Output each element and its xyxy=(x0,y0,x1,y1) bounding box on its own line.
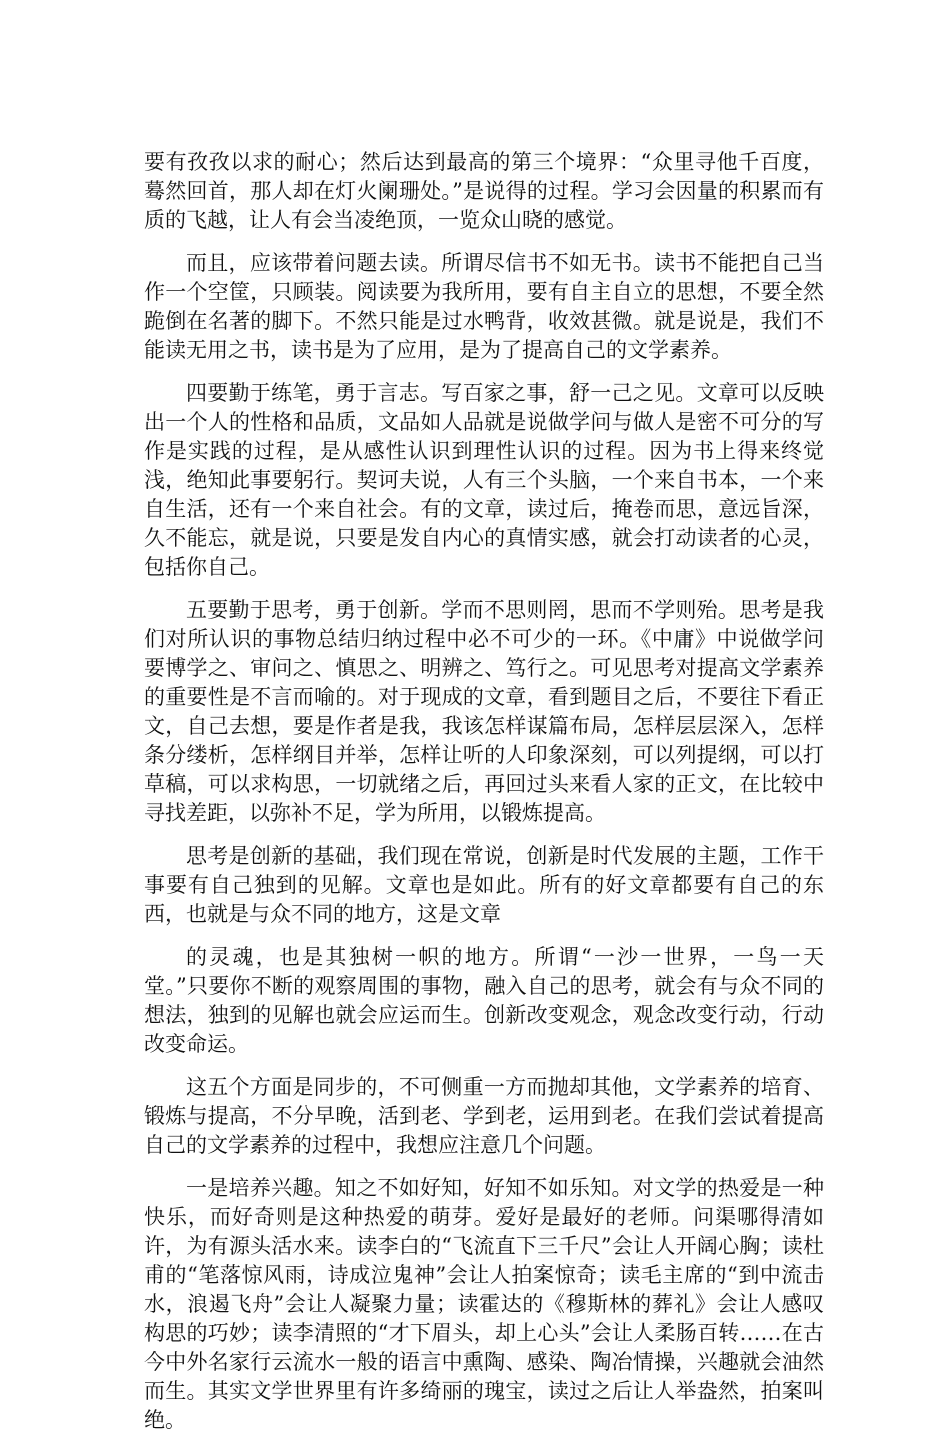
paragraph-2: 而且，应该带着问题去读。所谓尽信书不如无书。读书不能把自己当作一个空筐，只顾装。阅读要为我所用，要有自主自立的思想，不要全然跪倒在名著的脚下。不然只能是过水鸭背，收效甚微。就是说是，我们不能读无用之书，读书是为了应用，是为了提高自己的文学素养。 xyxy=(144,251,824,362)
paragraph-5: 思考是创新的基础，我们现在常说，创新是时代发展的主题，工作干事要有自己独到的见解。文章也是如此。所有的好文章都要有自己的东西，也就是与众不同的地方，这是文章 xyxy=(144,844,824,926)
paragraph-7: 这五个方面是同步的，不可侧重一方而抛却其他，文学素养的培育、锻炼与提高，不分早晚，活到老、学到老，运用到老。在我们尝试着提高自己的文学素养的过程中，我想应注意几个问题。 xyxy=(144,1075,824,1157)
document-body xyxy=(144,148,824,1449)
paragraph-6: 的灵魂，也是其独树一帜的地方。所谓“一沙一世界，一鸟一天堂。”只要你不断的观察周围的事物，融入自己的思考，就会有与众不同的想法，独到的见解也就会应运而生。创新改变观念，观念改变行动，行动改变命运。 xyxy=(144,945,824,1056)
paragraph-8: 一是培养兴趣。知之不如好知，好知不如乐知。对文学的热爱是一种快乐，而好奇则是这种热爱的萌芽。爱好是最好的老师。问渠哪得清如许，为有源头活水来。读李白的“飞流直下三千尺”会让人开阔心胸；读杜甫的“笔落惊风雨，诗成泣鬼神”会让人拍案惊奇；读毛主席的“到中流击水，浪遏飞舟”会让人凝聚力量；读霍达的《穆斯林的葬礼》会让人感叹构思的巧妙；读李清照的“才下眉头，却上心头”会让人柔肠百转……在古今中外名家行云流水一般的语言中熏陶、感染、陶冶情操，兴趣就会油然而生。其实文学世界里有许多绮丽的瑰宝，读过之后让人举盎然，拍案叫绝。 xyxy=(144,1176,824,1432)
paragraph-3: 四要勤于练笔，勇于言志。写百家之事，舒一己之见。文章可以反映出一个人的性格和品质，文品如人品就是说做学问与做人是密不可分的写作是实践的过程，是从感性认识到理性认识的过程。因为书上得来终觉浅，绝知此事要躬行。契诃夫说，人有三个头脑，一个来自书本，一个来自生活，还有一个来自社会。有的文章，读过后，掩卷而思，意远旨深，久不能忘，就是说，只要是发自内心的真情实感，就会打动读者的心灵，包括你自己。 xyxy=(144,381,824,579)
paragraph-1: 要有孜孜以求的耐心；然后达到最高的第三个境界：“众里寻他千百度，蓦然回首，那人却在灯火阑珊处。”是说得的过程。学习会因量的积累而有质的飞越，让人有会当凌绝顶，一览众山晓的感觉。 xyxy=(144,150,824,232)
paragraph-4: 五要勤于思考，勇于创新。学而不思则罔，思而不学则殆。思考是我们对所认识的事物总结归纳过程中必不可少的一环。《中庸》中说做学问要博学之、审问之、慎思之、明辨之、笃行之。可见思考对提高文学素养的重要性是不言而喻的。对于现成的文章，看到题目之后，不要往下看正文，自己去想，要是作者是我，我该怎样谋篇布局，怎样层层深入，怎样条分缕析，怎样纲目并举，怎样让听的人印象深刻，可以列提纲，可以打草稿，可以求构思，一切就绪之后，再回过头来看人家的正文，在比较中寻找差距，以弥补不足，学为所用，以锻炼提高。 xyxy=(144,598,824,825)
